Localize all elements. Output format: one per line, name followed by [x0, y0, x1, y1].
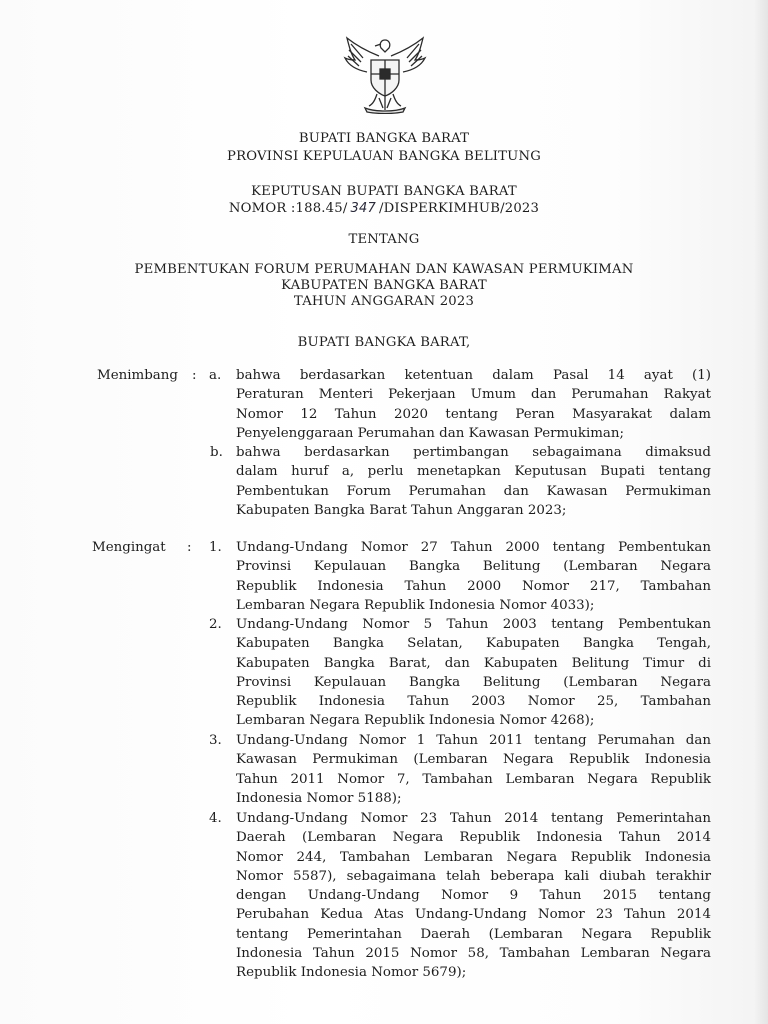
text-line: Nomor 244, Tambahan Lembaran Negara Republik Indonesia — [236, 849, 711, 865]
text-line: Kawasan Permukiman (Lembaran Negara Republik Indonesia — [236, 752, 711, 768]
mengingat-item-3 — [236, 731, 711, 808]
text-line: Lembaran Negara Republik Indonesia Nomor 4033); — [236, 597, 595, 613]
province-name: PROVINSI KEPULAUAN BANGKA BELITUNG — [227, 149, 541, 164]
text-line: Indonesia Nomor 5188); — [236, 790, 402, 806]
text-line: Tahun 2011 Nomor 7, Tambahan Lembaran Negara Republik — [236, 771, 711, 787]
mengingat-item-2 — [236, 615, 711, 731]
text-line: Kabupaten Bangka Barat Tahun Anggaran 2023; — [236, 502, 567, 518]
text-line: Undang-Undang Nomor 27 Tahun 2000 tentang Pembentukan — [236, 540, 711, 555]
menimbang-marker-b: b. — [210, 445, 223, 460]
decree-number-suffix: /DISPERKIMHUB/2023 — [378, 201, 540, 216]
text-line: Undang-Undang Nomor 5 Tahun 2003 tentang Pembentukan — [236, 617, 711, 632]
text-line: Republik Indonesia Nomor 5679); — [236, 965, 467, 981]
mengingat-marker-3: 3. — [209, 733, 222, 748]
text-line: Provinsi Kepulauan Bangka Belitung (Lembaran Negara — [236, 559, 711, 575]
text-line: Nomor 5587), sebagaimana telah beberapa kali diubah terakhir — [236, 868, 711, 884]
subject-line: PEMBENTUKAN FORUM PERUMAHAN DAN KAWASAN PERMUKIMAN — [134, 262, 634, 277]
text-line: Republik Indonesia Tahun 2003 Nomor 25, Tambahan — [236, 694, 711, 710]
mengingat-colon: : — [187, 540, 192, 555]
mengingat-marker-1: 1. — [209, 540, 222, 555]
decree-number-prefix: NOMOR :188.45/ — [228, 201, 348, 216]
garuda-emblem — [339, 34, 431, 114]
mengingat-label: Mengingat — [92, 540, 166, 555]
about-heading: TENTANG — [348, 232, 420, 247]
decree-number-handwritten: 347 — [350, 201, 376, 216]
text-line: bahwa berdasarkan pertimbangan sebagaimana dimaksud — [236, 445, 711, 460]
text-line: Provinsi Kepulauan Bangka Belitung (Lembaran Negara — [236, 674, 711, 690]
text-line: bahwa berdasarkan ketentuan dalam Pasal 14 ayat (1) — [236, 368, 711, 383]
text-line: Indonesia Tahun 2015 Nomor 58, Tambahan Lembaran Negara — [236, 946, 711, 962]
mengingat-item-4 — [236, 809, 711, 983]
text-line: Pembentukan Forum Perumahan dan Kawasan Permukiman — [236, 483, 711, 499]
decree-title: KEPUTUSAN BUPATI BANGKA BARAT — [251, 184, 517, 199]
text-line: Nomor 12 Tahun 2020 tentang Peran Masyarakat dalam — [236, 406, 711, 422]
mengingat-marker-4: 4. — [209, 811, 222, 826]
text-line: dalam huruf a, perlu menetapkan Keputusan Bupati tentang — [236, 464, 711, 480]
subject-line: KABUPATEN BANGKA BARAT — [281, 278, 487, 293]
text-line: Undang-Undang Nomor 23 Tahun 2014 tentang Pemerintahan — [236, 811, 711, 826]
text-line: Undang-Undang Nomor 1 Tahun 2011 tentang Perumahan dan — [236, 733, 711, 748]
menimbang-label: Menimbang — [97, 368, 178, 383]
text-line: tentang Pemerintahan Daerah (Lembaran Negara Republik — [236, 926, 711, 942]
menimbang-colon: : — [192, 368, 197, 383]
text-line: Penyelenggaraan Perumahan dan Kawasan Permukiman; — [236, 425, 625, 441]
mengingat-item-1 — [236, 538, 711, 615]
text-line: Peraturan Menteri Pekerjaan Umum dan Perumahan Rakyat — [236, 387, 711, 403]
official-title: BUPATI BANGKA BARAT — [298, 131, 470, 146]
mengingat-marker-2: 2. — [209, 617, 222, 632]
text-line: Perubahan Kedua Atas Undang-Undang Nomor 23 Tahun 2014 — [236, 907, 711, 923]
opening-line: BUPATI BANGKA BARAT, — [297, 335, 471, 350]
menimbang-item-a — [236, 366, 711, 443]
text-line: Kabupaten Bangka Barat, dan Kabupaten Belitung Timur di — [236, 655, 711, 671]
text-line: Lembaran Negara Republik Indonesia Nomor 4268); — [236, 713, 595, 729]
menimbang-item-b — [236, 443, 711, 520]
subject-line: TAHUN ANGGARAN 2023 — [293, 294, 475, 309]
text-line: Republik Indonesia Tahun 2000 Nomor 217, Tambahan — [236, 578, 711, 594]
text-line: Kabupaten Bangka Selatan, Kabupaten Bangka Tengah, — [236, 636, 711, 652]
text-line: Daerah (Lembaran Negara Republik Indonesia Tahun 2014 — [236, 830, 711, 846]
decree-number — [0, 201, 768, 216]
text-line: dengan Undang-Undang Nomor 9 Tahun 2015 tentang — [236, 888, 711, 904]
menimbang-marker-a: a. — [209, 368, 222, 383]
